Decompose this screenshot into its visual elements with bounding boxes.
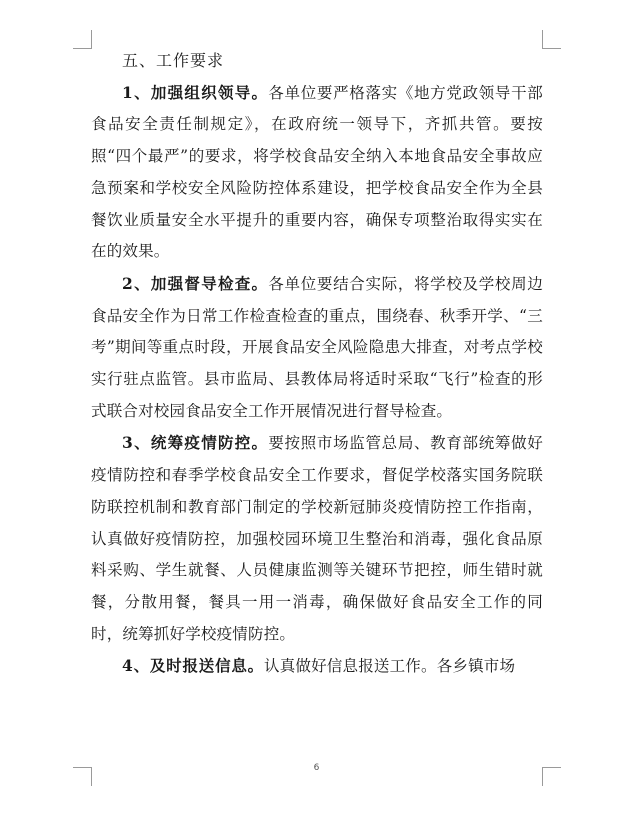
section-heading: 五、工作要求 <box>122 51 225 70</box>
paragraph-lead: 1、加强组织领导。 <box>122 82 269 102</box>
paragraph-information-reporting <box>91 650 543 683</box>
paragraph-lead: 4、及时报送信息。 <box>122 656 264 676</box>
page-number: 6 <box>313 763 320 773</box>
paragraph-organization-leadership <box>91 77 543 268</box>
paragraph-body: 各单位要结合实际，将学校及学校周边食品安全作为日常工作检查检查的重点，围绕春、秋季开学、“三考”期间等重点时段，开展食品安全风险隐患大排查，对考点学校实行驻点监管。县市监局、县教体局将适时采取“飞行”检查的形式联合对校园食品安全工作开展情况进行督导检查。 <box>91 274 543 420</box>
crop-mark-top-right <box>542 30 561 49</box>
crop-mark-top-left <box>73 30 92 49</box>
paragraph-lead: 2、加强督导检查。 <box>122 273 269 293</box>
paragraph-body: 要按照市场监管总局、教育部统筹做好疫情防控和春季学校食品安全工作要求，督促学校落实国务院联防联控机制和教育部门制定的学校新冠肺炎疫情防控工作指南，认真做好疫情防控，加强校园环境卫生整治和消毒，强化食品原料采购、学生就餐、人员健康监测等关键环节把控，师生错时就餐，分散用餐，餐具一用一消毒，确保做好食品安全工作的同时，统筹抓好学校疫情防控。 <box>91 434 543 643</box>
document-body <box>91 45 543 683</box>
paragraph-lead: 3、统筹疫情防控。 <box>122 433 269 453</box>
paragraph-body: 认真做好信息报送工作。各乡镇市场 <box>264 657 516 676</box>
paragraph-epidemic-control <box>91 427 543 650</box>
paragraph-body: 各单位要严格落实《地方党政领导干部食品安全责任制规定》，在政府统一领导下，齐抓共管。要按照“四个最严”的要求，将学校食品安全纳入本地食品安全事故应急预案和学校安全风险防控体系建设，把学校食品安全作为全县餐饮业质量安全水平提升的重要内容，确保专项整治取得实实在在的效果。 <box>91 83 543 261</box>
paragraph-supervision-inspection <box>91 268 543 428</box>
